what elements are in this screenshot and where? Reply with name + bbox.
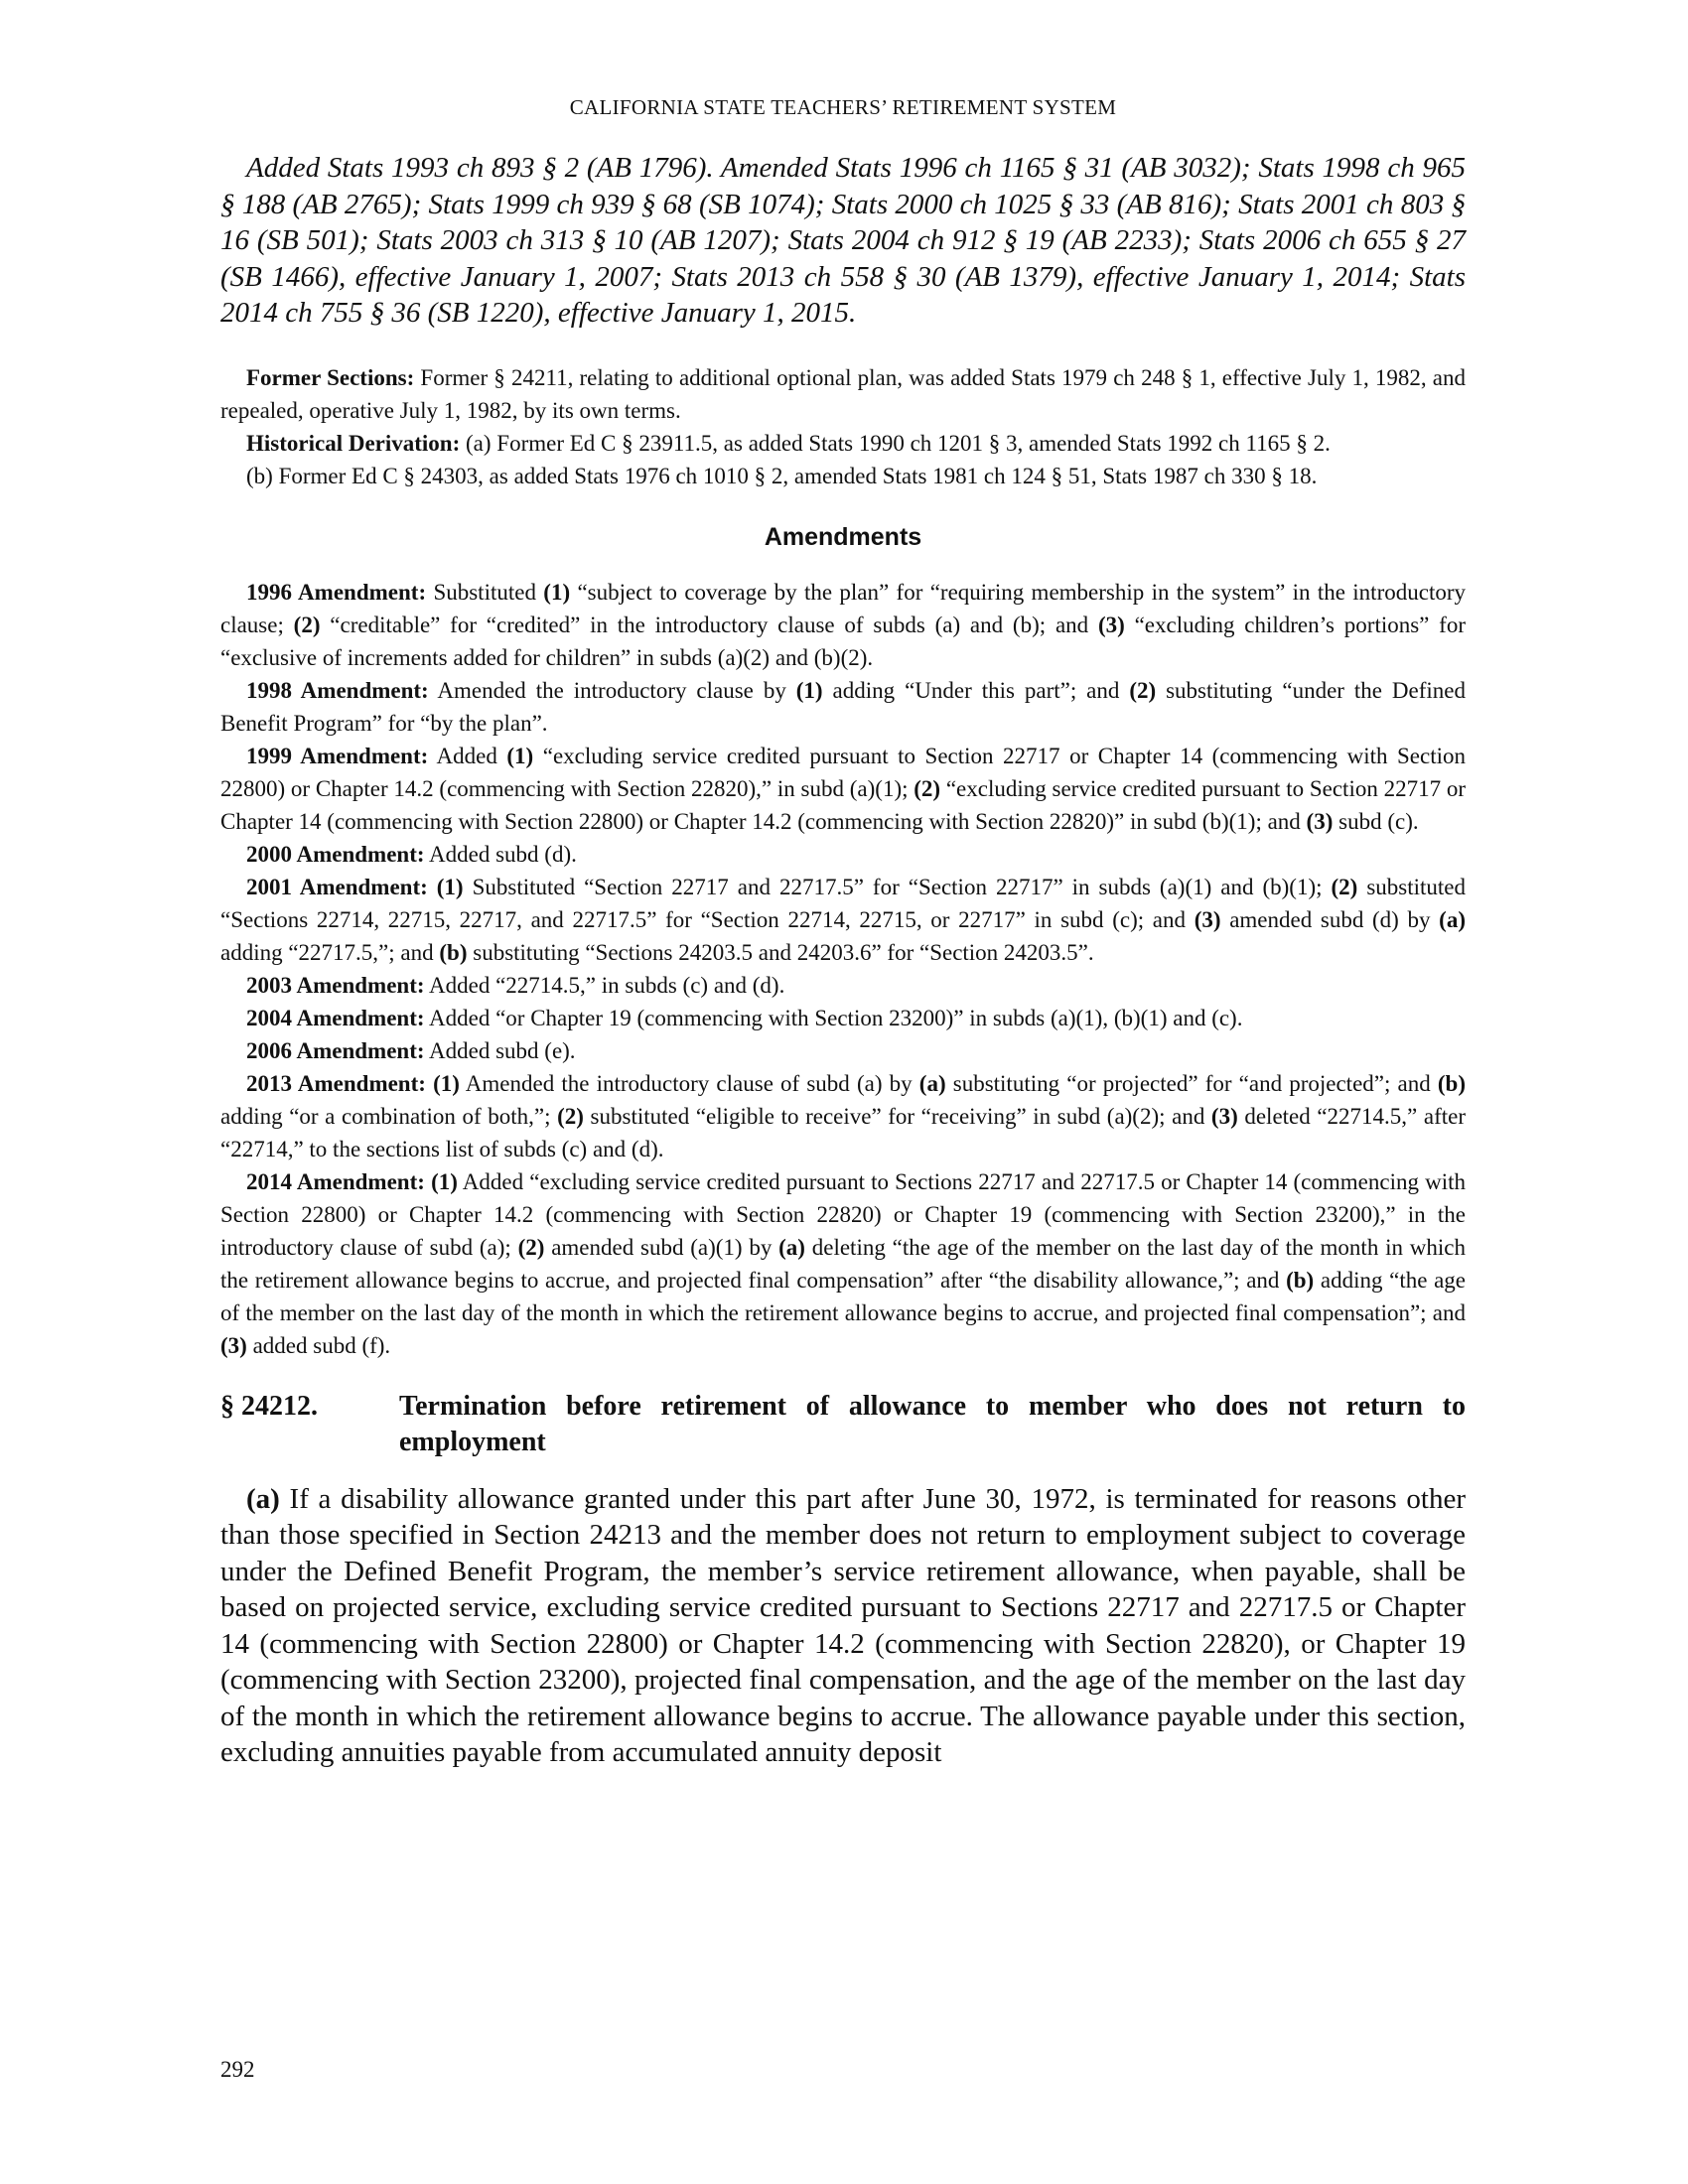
amendment-text: amended subd (a)(1) by (544, 1234, 779, 1260)
section-heading (220, 1389, 1466, 1460)
amendment-text: substituting “or projected” for “and projected”; and (945, 1070, 1438, 1096)
amendment-item (220, 969, 1466, 1002)
amendment-text: Added “or Chapter 19 (commencing with Section 23200)” in subds (a)(1), (b)(1) and (c). (424, 1005, 1243, 1030)
amendment-text: substituting “under the Defined Benefit Program” for “by the plan”. (220, 677, 1466, 736)
amendment-text: Added subd (e). (424, 1037, 576, 1063)
amendment-item-number: (1) (506, 743, 534, 768)
amendment-label: 2014 Amendment: (246, 1168, 425, 1194)
amendment-item-number: (1) (543, 579, 571, 605)
amendment-label: 2006 Amendment: (246, 1037, 425, 1063)
amendment-item-number: (1) (795, 677, 823, 703)
amendment-text: “excluding children’s portions” for “exclusive of increments added for children” in subds (a)(2) and (b)(2). (220, 612, 1467, 670)
amendment-item (220, 740, 1466, 838)
amendment-text: substituting “Sections 24203.5 and 24203.6” for “Section 24203.5”. (467, 939, 1094, 965)
amendment-item (220, 1034, 1466, 1067)
amendment-text: subd (c). (1333, 808, 1419, 834)
section-number: § 24212. (220, 1390, 318, 1422)
page-number: 292 (220, 2057, 255, 2082)
amendment-label: 1998 Amendment: (246, 677, 429, 703)
subsection-text: If a disability allowance granted under this part after June 30, 1972, is terminated for reasons other than those specified in Section 24213 and the member does not return to employment subject to coverage under the Defined Benefit Program, the member’s service retirement allowance, when payable, shall be based on projected service, excluding service credited pursuant to Sections 22717 and 22717.5 or Chapter 14 (commencing with Section 22800) or Chapter 14.2 (commencing with Section 22820), or Chapter 19 (commencing with Section 23200), projected final compensation, and the age of the member on the last day of the month in which the retirement allowance begins to accrue. The allowance payable under this section, excluding annuities payable from accumulated annuity deposit (220, 1482, 1466, 1768)
amendment-text: substituted “Sections 22714, 22715, 22717, and 22717.5” for “Section 22714, 22715, or 22717” in subd (c); and (220, 874, 1466, 932)
amendment-item-number: (2) (517, 1234, 545, 1260)
amendment-item-number: (3) (1306, 808, 1334, 834)
amendment-item-number: (b) (1437, 1070, 1467, 1096)
amendment-item-number: (2) (1331, 874, 1358, 899)
amendment-item (220, 1165, 1466, 1362)
amendment-item-number: (3) (1210, 1103, 1238, 1129)
amendment-text: adding “Under this part”; and (822, 677, 1130, 703)
running-head: CALIFORNIA STATE TEACHERS’ RETIREMENT SYSTEM (569, 95, 1117, 119)
amendment-item (220, 674, 1466, 740)
section-title: Termination before retirement of allowance to member who does not return to employment (399, 1390, 1466, 1457)
amendment-text (428, 875, 437, 899)
amendment-item-number: (2) (1129, 677, 1157, 703)
amendment-text: substituted “eligible to receive” for “receiving” in subd (a)(2); and (583, 1103, 1211, 1129)
amendment-item-number: (1) (433, 1070, 460, 1096)
former-sections-label: Former Sections: (246, 364, 415, 390)
history-note: Added Stats 1993 ch 893 § 2 (AB 1796). Amended Stats 1996 ch 1165 § 31 (AB 3032); Stats 1998 ch 965 § 188 (AB 2765); Stats 1999 ch 939 § 68 (SB 1074); Stats 2000 ch 1025 § 33 (AB 816); Stats 2001 ch 803 § 16 (SB 501); Stats 2003 ch 313 § 10 (AB 1207); Stats 2004 ch 912 § 19 (AB 2233); Stats 2006 ch 655 § 27 (SB 1466), effective January 1, 2007; Stats 2013 ch 558 § 30 (AB 1379), effective January 1, 2014; Stats 2014 ch 755 § 36 (SB 1220), effective January 1, 2015. (220, 152, 1466, 329)
amendment-item-number: (a) (918, 1070, 946, 1096)
amendment-text: Amended the introductory clause by (428, 677, 796, 703)
amendment-text: added subd (f). (246, 1332, 391, 1358)
amendment-item-number: (a) (1439, 906, 1466, 932)
amendment-text: Amended the introductory clause of subd (a) by (459, 1070, 919, 1096)
amendment-text: Added “22714.5,” in subds (c) and (d). (424, 972, 785, 998)
historical-derivation-text-a: (a) Former Ed C § 23911.5, as added Stats 1990 ch 1201 § 3, amended Stats 1992 ch 1165 § 2. (466, 430, 1331, 456)
amendment-text: “subject to coverage by the plan” for “requiring membership in the system” in the introductory clause; (220, 579, 1466, 637)
amendment-item-number: (2) (557, 1103, 584, 1129)
historical-derivation-note-b: (b) Former Ed C § 24303, as added Stats 1976 ch 1010 § 2, amended Stats 1981 ch 124 § 51, Stats 1987 ch 330 § 18. (246, 463, 1318, 488)
document-page (220, 95, 1466, 1771)
amendment-text: “creditable” for “credited” in the introductory clause of subds (a) and (b); and (320, 612, 1098, 637)
notes-block (220, 361, 1466, 492)
amendment-item-number: (2) (293, 612, 321, 637)
amendment-text: adding “or a combination of both,”; (220, 1103, 558, 1129)
amendment-item (220, 1067, 1466, 1165)
amendment-text: adding “22717.5,”; and (220, 939, 440, 965)
amendment-label: 2003 Amendment: (246, 972, 425, 998)
amendment-text: Added subd (d). (424, 841, 577, 867)
amendment-item-number: (a) (778, 1234, 805, 1260)
amendment-item-number: (2) (914, 775, 941, 801)
amendments-heading: Amendments (764, 522, 922, 551)
section-subsection-a (220, 1481, 1466, 1771)
amendment-item-number: (b) (439, 939, 468, 965)
amendment-text: Substituted “Section 22717 and 22717.5” for “Section 22717” in subds (a)(1) and (b)(1); (463, 874, 1332, 899)
amendment-label: 2001 Amendment: (246, 874, 428, 899)
amendment-text: amended subd (d) by (1220, 906, 1440, 932)
amendment-text: adding “the age of the member on the last day of the month in which the retirement allowance begins to accrue, and projected final compensation”; and (220, 1267, 1466, 1325)
historical-derivation-label: Historical Derivation: (246, 430, 461, 456)
amendment-label: 1996 Amendment: (246, 579, 427, 605)
amendment-text: Added “excluding service credited pursuant to Sections 22717 and 22717.5 or Chapter 14 (commencing with Section 22800) or Chapter 14.2 (commencing with Section 22820) or Chapter 19 (commencing with Section 23200),” in the introductory clause of subd (a); (220, 1168, 1466, 1260)
amendment-item (220, 1002, 1466, 1034)
amendment-item-number: (b) (1286, 1267, 1315, 1293)
amendment-label: 2004 Amendment: (246, 1005, 425, 1030)
amendment-item-number: (1) (431, 1168, 458, 1194)
amendment-item (220, 576, 1466, 674)
amendment-text: “excluding service credited pursuant to Section 22717 or Chapter 14 (commencing with Section 22800) or Chapter 14.2 (commencing with Section 22820),” in subd (a)(1); (220, 743, 1466, 801)
amendment-text: Substituted (426, 579, 544, 605)
amendment-item-number: (1) (436, 874, 464, 899)
amendments-list (220, 576, 1466, 1362)
amendment-label: 1999 Amendment: (246, 743, 429, 768)
former-sections-note (220, 361, 1466, 427)
amendment-text: deleting “the age of the member on the last day of the month in which the retirement allowance begins to accrue, and projected final compensation” after “the disability allowance,”; and (220, 1234, 1466, 1293)
amendment-item (220, 838, 1466, 871)
amendment-label: 2013 Amendment: (246, 1070, 426, 1096)
former-sections-text: Former § 24211, relating to additional optional plan, was added Stats 1979 ch 248 § 1, effective July 1, 1982, and repealed, operative July 1, 1982, by its own terms. (220, 364, 1467, 423)
amendment-text: deleted “22714.5,” after “22714,” to the sections list of subds (c) and (d). (220, 1103, 1466, 1161)
amendment-text (426, 1071, 433, 1096)
amendment-label: 2000 Amendment: (246, 841, 425, 867)
amendment-text: “excluding service credited pursuant to Section 22717 or Chapter 14 (commencing with Section 22800) or Chapter 14.2 (commencing with Section 22820)” in subd (b)(1); and (220, 775, 1467, 834)
historical-derivation-note (220, 427, 1466, 460)
subsection-label: (a) (246, 1482, 280, 1515)
amendment-item-number: (3) (220, 1332, 247, 1358)
amendment-item (220, 871, 1466, 969)
amendment-item-number: (3) (1194, 906, 1221, 932)
amendment-text: Added (428, 743, 507, 768)
amendment-item-number: (3) (1097, 612, 1125, 637)
